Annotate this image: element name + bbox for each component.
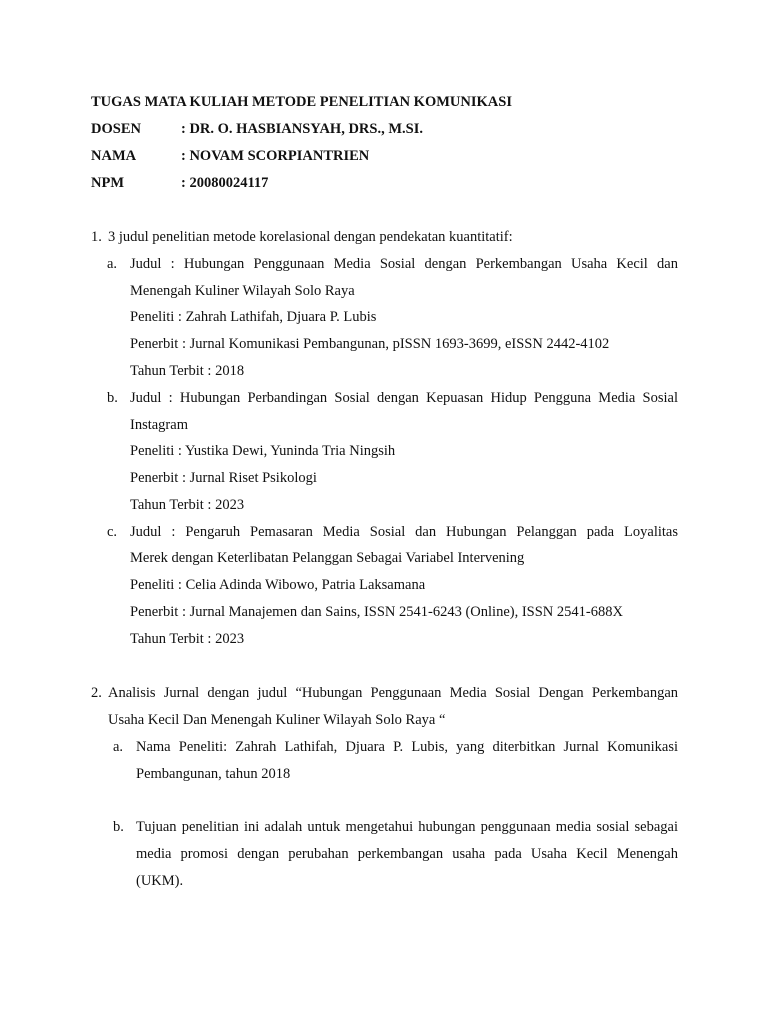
- q2a-marker: a.: [113, 739, 124, 755]
- dosen-label: DOSEN: [91, 121, 141, 137]
- q1a-judul-line1: Judul : Hubungan Penggunaan Media Sosial dengan Perkembangan Usaha Kecil dan: [130, 256, 678, 272]
- q1-text: 3 judul penelitian metode korelasional dengan pendekatan kuantitatif:: [108, 229, 513, 245]
- document-title: TUGAS MATA KULIAH METODE PENELITIAN KOMUNIKASI: [91, 94, 512, 110]
- q1b-judul-line1: Judul : Hubungan Perbandingan Sosial dengan Kepuasan Hidup Pengguna Media Sosial: [130, 390, 678, 406]
- q2b-marker: b.: [113, 819, 124, 835]
- q1b-marker: b.: [107, 390, 118, 406]
- dosen-value: : DR. O. HASBIANSYAH, DRS., M.SI.: [181, 121, 423, 137]
- nama-label: NAMA: [91, 148, 137, 164]
- q2b-line3: (UKM).: [136, 873, 184, 889]
- q1b-tahun: Tahun Terbit : 2023: [130, 497, 245, 513]
- q1a-peneliti: Peneliti : Zahrah Lathifah, Djuara P. Lubis: [130, 309, 377, 325]
- q1b-peneliti: Peneliti : Yustika Dewi, Yuninda Tria Ningsih: [130, 443, 396, 459]
- q2b-line2: media promosi dengan perubahan perkembangan usaha pada Usaha Kecil Menengah: [136, 846, 678, 862]
- q1c-tahun: Tahun Terbit : 2023: [130, 631, 245, 647]
- q1b-penerbit: Penerbit : Jurnal Riset Psikologi: [130, 470, 317, 486]
- q1a-judul-line2: Menengah Kuliner Wilayah Solo Raya: [130, 283, 355, 299]
- q1b-judul-line2: Instagram: [130, 417, 188, 433]
- q1a-marker: a.: [107, 256, 118, 272]
- q1a-tahun: Tahun Terbit : 2018: [130, 363, 245, 379]
- q1c-judul-line1: Judul : Pengaruh Pemasaran Media Sosial dan Hubungan Pelanggan pada Loyalitas: [130, 524, 678, 540]
- q1-number: 1.: [91, 229, 102, 245]
- q1c-judul-line2: Merek dengan Keterlibatan Pelanggan Sebagai Variabel Intervening: [130, 550, 525, 566]
- q1c-peneliti: Peneliti : Celia Adinda Wibowo, Patria Laksamana: [130, 577, 426, 593]
- q2a-line2: Pembangunan, tahun 2018: [136, 766, 291, 782]
- q2-number: 2.: [91, 685, 102, 701]
- npm-label: NPM: [91, 175, 125, 191]
- npm-value: : 20080024117: [181, 175, 269, 191]
- q2b-line1: Tujuan penelitian ini adalah untuk mengetahui hubungan penggunaan media sosial sebagai: [136, 819, 678, 835]
- nama-value: : NOVAM SCORPIANTRIEN: [181, 148, 370, 164]
- q1c-marker: c.: [107, 524, 118, 540]
- q2a-line1: Nama Peneliti: Zahrah Lathifah, Djuara P. Lubis, yang diterbitkan Jurnal Komunikasi: [136, 739, 678, 755]
- q1c-penerbit: Penerbit : Jurnal Manajemen dan Sains, ISSN 2541-6243 (Online), ISSN 2541-688X: [130, 604, 623, 620]
- q2-line2: Usaha Kecil Dan Menengah Kuliner Wilayah Solo Raya “: [108, 712, 446, 728]
- q2-line1: Analisis Jurnal dengan judul “Hubungan Penggunaan Media Sosial Dengan Perkembangan: [108, 685, 678, 701]
- q1a-penerbit: Penerbit : Jurnal Komunikasi Pembangunan, pISSN 1693-3699, eISSN 2442-4102: [130, 336, 610, 352]
